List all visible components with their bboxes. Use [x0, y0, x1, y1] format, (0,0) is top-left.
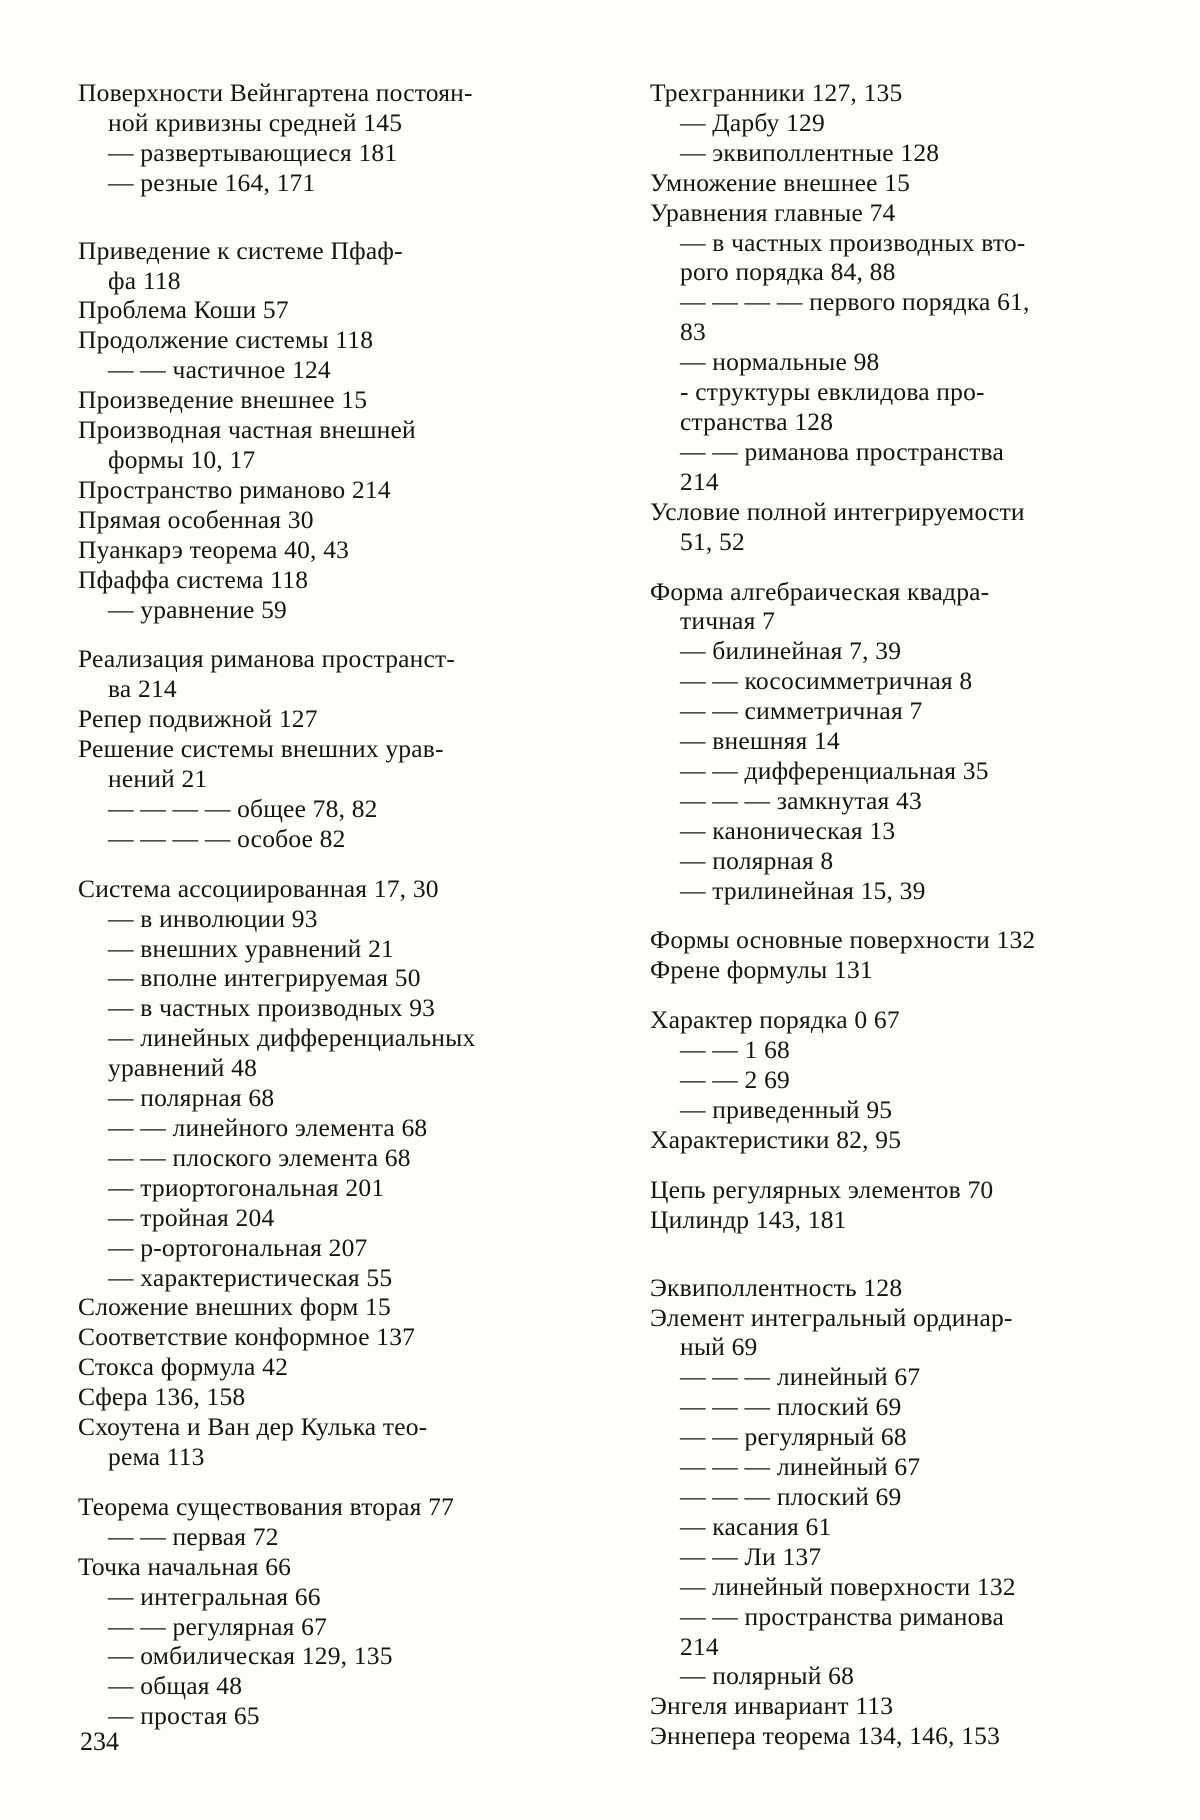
index-entry: — в инволюции 93 — [108, 903, 318, 933]
index-entry: — общая 48 — [108, 1671, 243, 1701]
index-entry: Пуанкарэ теорема 40, 43 — [78, 534, 350, 564]
index-entry: ный 69 — [680, 1332, 758, 1362]
index-entry: — в частных производных вто- — [680, 227, 1026, 257]
index-column-left — [78, 78, 563, 1731]
index-entry: Производная частная внешней — [78, 415, 416, 445]
index-entry: Уравнения главные 74 — [650, 197, 896, 227]
index-entry: — тройная 204 — [108, 1202, 275, 1232]
index-entry: — — риманова пространства — [680, 436, 1004, 466]
index-entry: ной кривизны средней 145 — [108, 107, 403, 137]
index-entry: Проблема Коши 57 — [78, 295, 289, 325]
index-entry: — резные 164, 171 — [108, 167, 316, 197]
index-entry: — — — замкнутая 43 — [680, 785, 922, 815]
index-entry: Система ассоциированная 17, 30 — [78, 873, 439, 903]
index-entry: — уравнение 59 — [108, 594, 287, 624]
index-entry: Пространство риманово 214 — [78, 474, 391, 504]
index-entry: — Дарбу 129 — [680, 107, 825, 137]
index-entry: — p-ортогональная 207 — [108, 1232, 368, 1262]
index-entry: — — кососимметричная 8 — [680, 666, 973, 696]
index-entry: — — — линейный 67 — [680, 1452, 921, 1482]
index-entry: — — дифференциальная 35 — [680, 755, 989, 785]
index-entry: — — — — особое 82 — [108, 823, 346, 853]
index-entry: — полярная 8 — [680, 845, 834, 875]
index-entry: — в частных производных 93 — [108, 993, 436, 1023]
index-entry: — касания 61 — [680, 1511, 832, 1541]
index-entry: Цепь регулярных элементов 70 — [650, 1174, 994, 1204]
index-entry: — приведенный 95 — [680, 1095, 893, 1124]
index-entry: Теорема существования вторая 77 — [78, 1491, 455, 1521]
index-entry: — омбилическая 129, 135 — [108, 1641, 393, 1671]
index-entry: Схоутена и Ван дер Кулька тео- — [78, 1412, 428, 1442]
index-entry: Умножение внешнее 15 — [650, 167, 911, 197]
index-entry: нений 21 — [108, 764, 208, 794]
index-entry: рема 113 — [108, 1441, 205, 1471]
index-entry: — — — — общее 78, 82 — [108, 793, 378, 823]
index-entry: — интегральная 66 — [108, 1581, 321, 1611]
index-entry: ва 214 — [108, 674, 177, 704]
index-entry: Трехгранники 127, 135 — [650, 78, 903, 107]
index-entry: Условие полной интегрируемости — [650, 496, 1025, 526]
index-entry: Элемент интегральный ординар- — [650, 1302, 1013, 1332]
index-entry: — — первая 72 — [108, 1521, 279, 1551]
index-entry: Поверхности Вейнгартена постоян- — [78, 78, 473, 107]
index-entry: Эннепера теорема 134, 146, 153 — [650, 1721, 1001, 1751]
index-entry: — линейный поверхности 132 — [680, 1571, 1016, 1601]
index-entry: фа 118 — [108, 265, 181, 295]
index-entry: 214 — [680, 466, 719, 496]
index-entry: — трилинейная 15, 39 — [680, 875, 926, 905]
index-entry: тичная 7 — [680, 606, 776, 636]
index-entry: — — линейного элемента 68 — [108, 1113, 428, 1142]
index-entry: — полярный 68 — [680, 1661, 855, 1691]
index-entry: уравнений 48 — [108, 1053, 258, 1083]
index-entry: — — плоского элемента 68 — [108, 1142, 411, 1172]
index-entry: — характеристическая 55 — [108, 1262, 393, 1292]
index-entry: Эквиполлентность 128 — [650, 1272, 903, 1302]
index-entry: — каноническая 13 — [680, 815, 896, 845]
index-entry: — линейных дифференциальных — [108, 1023, 476, 1053]
index-entry: Формы основные поверхности 132 — [650, 925, 1036, 955]
index-entry: — — — линейный 67 — [680, 1362, 921, 1392]
index-entry: 51, 52 — [680, 526, 745, 556]
index-entry: Форма алгебраическая квадра- — [650, 576, 990, 606]
index-entry: 214 — [680, 1631, 719, 1661]
index-entry: — — — плоский 69 — [680, 1481, 902, 1511]
index-entry: — — частичное 124 — [108, 355, 331, 385]
index-entry: Продолжение системы 118 — [78, 325, 374, 355]
index-entry: — — 1 68 — [680, 1035, 790, 1065]
index-entry: — — — плоский 69 — [680, 1392, 902, 1422]
index-entry: — вполне интегрируемая 50 — [108, 963, 421, 993]
index-entry: Характеристики 82, 95 — [650, 1124, 902, 1154]
index-entry: Точка начальная 66 — [78, 1551, 292, 1581]
index-entry: — — регулярная 67 — [108, 1611, 328, 1641]
index-entry: — простая 65 — [108, 1701, 260, 1731]
index-entry: Френе формулы 131 — [650, 955, 873, 985]
index-entry: странства 128 — [680, 406, 834, 436]
index-entry: Сложение внешних форм 15 — [78, 1292, 391, 1322]
index-entry: Приведение к системе Пфаф- — [78, 235, 403, 265]
index-entry: — внешняя 14 — [680, 726, 840, 756]
index-entry: — — пространства риманова — [680, 1601, 1004, 1631]
index-entry: Цилиндр 143, 181 — [650, 1204, 847, 1234]
index-entry: Характер порядка 0 67 — [650, 1005, 900, 1035]
index-entry: — — 2 69 — [680, 1065, 790, 1095]
index-entry: Стокса формула 42 — [78, 1352, 289, 1382]
index-entry: Пфаффа система 118 — [78, 564, 309, 594]
index-entry: — нормальные 98 — [680, 347, 880, 377]
index-entry: формы 10, 17 — [108, 444, 256, 474]
index-entry: — развертывающиеся 181 — [108, 137, 398, 167]
index-entry: Соответствие конформное 137 — [78, 1322, 416, 1352]
index-entry: - структуры евклидова про- — [680, 377, 985, 407]
index-entry: — эквиполлентные 128 — [680, 137, 940, 167]
index-entry: — — — — первого порядка 61, — [680, 287, 1030, 317]
index-entry: — — Ли 137 — [680, 1541, 822, 1571]
index-entry: — — симметричная 7 — [680, 696, 923, 726]
index-entry: рого порядка 84, 88 — [680, 257, 896, 287]
index-column-right — [650, 78, 1140, 1751]
index-entry: Произведение внешнее 15 — [78, 385, 368, 415]
index-entry: — — регулярный 68 — [680, 1422, 907, 1452]
index-entry: 83 — [680, 317, 706, 347]
index-entry: Реализация риманова пространст- — [78, 644, 456, 674]
index-entry: Энгеля инвариант 113 — [650, 1691, 894, 1721]
index-entry: Решение системы внешних урав- — [78, 734, 444, 764]
index-entry: — билинейная 7, 39 — [680, 636, 902, 666]
index-entry: Репер подвижной 127 — [78, 704, 318, 734]
index-entry: — полярная 68 — [108, 1083, 275, 1113]
index-entry: Сфера 136, 158 — [78, 1382, 246, 1412]
index-entry: Прямая особенная 30 — [78, 504, 314, 534]
page-number: 234 — [80, 1727, 119, 1756]
index-entry: — триортогональная 201 — [108, 1172, 385, 1202]
index-entry: — внешних уравнений 21 — [108, 933, 394, 963]
